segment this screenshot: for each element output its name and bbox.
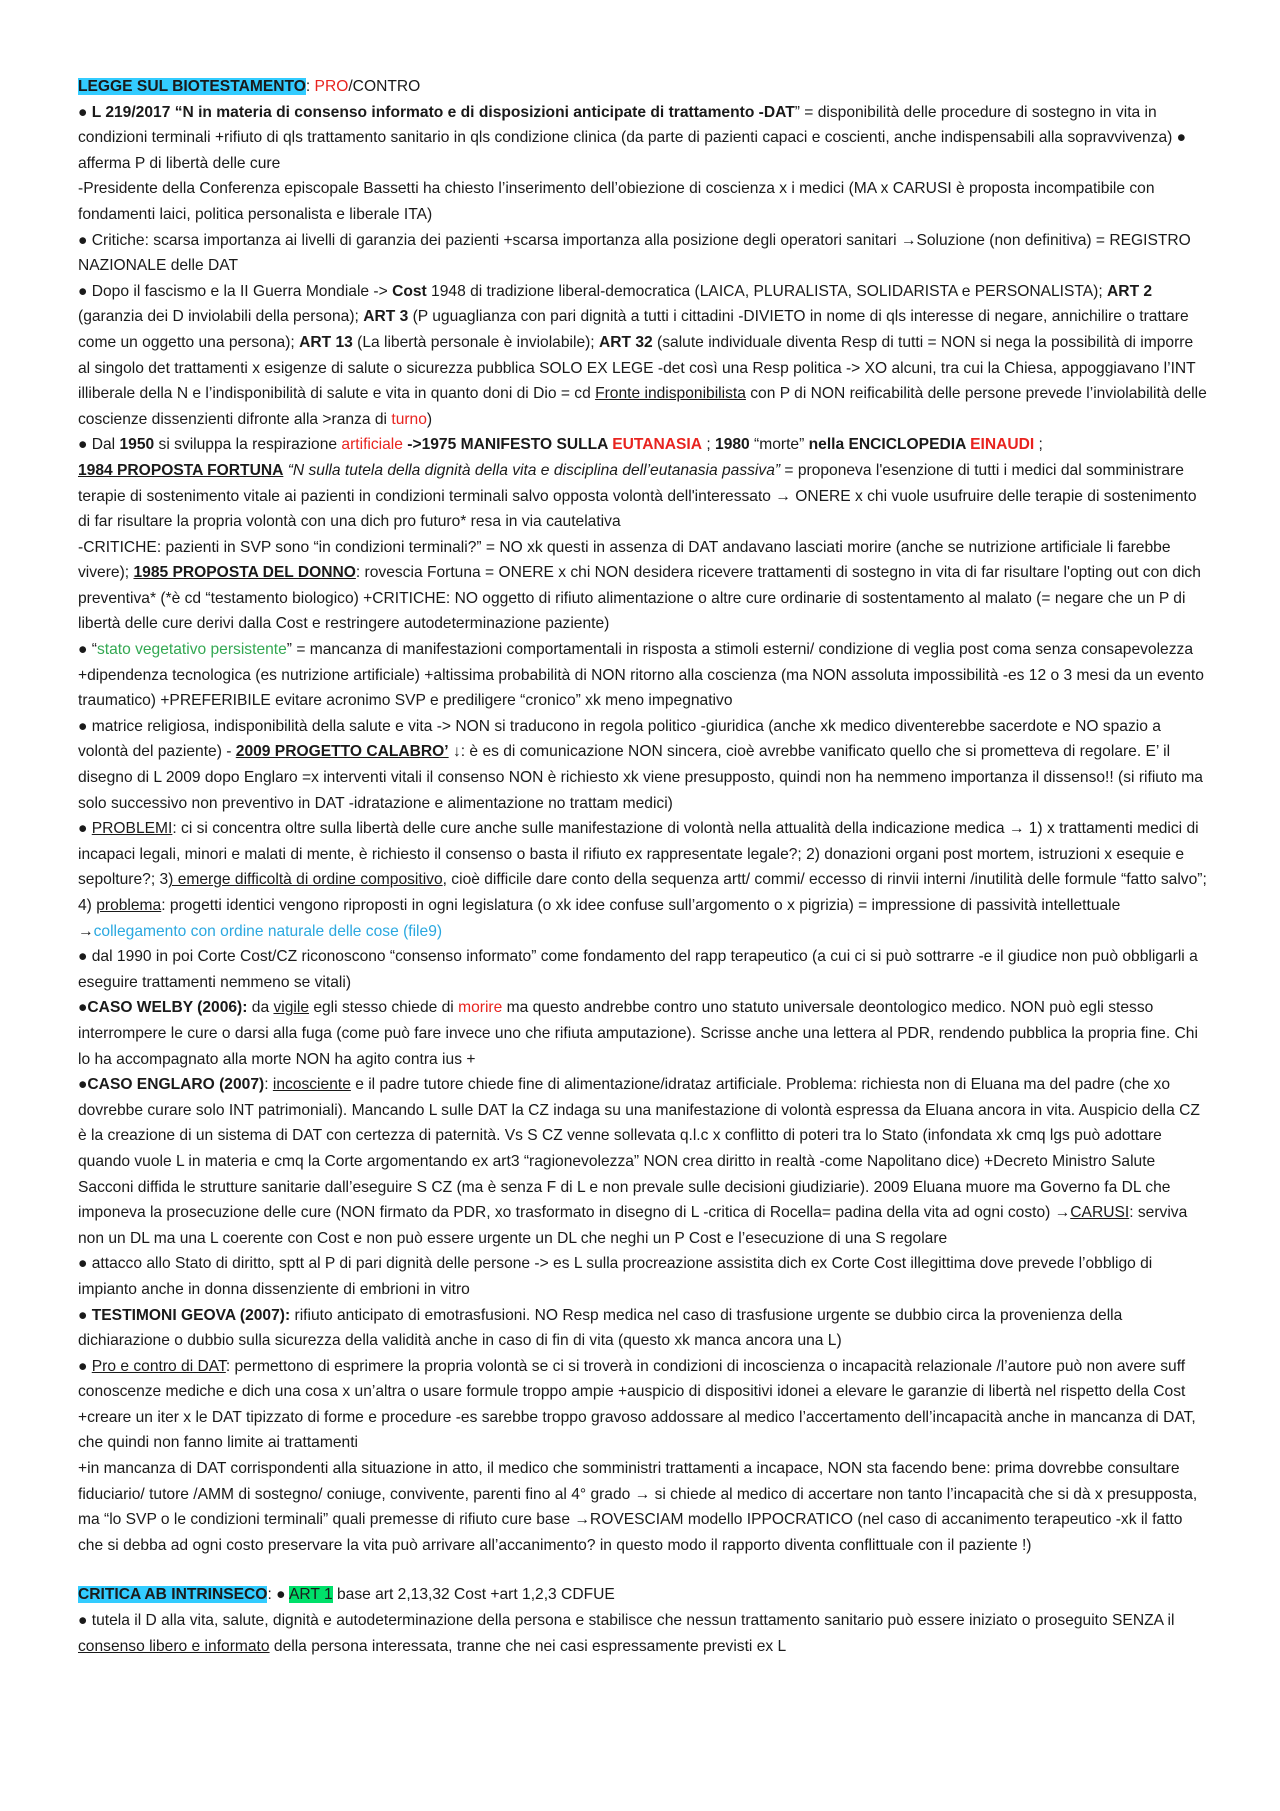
paragraph: ● dal 1990 in poi Corte Cost/CZ riconoscono “consenso informato” come fondamento del rapp terapeutico (a cui ci si può sottrarre -e il giudice non può obbligarli a eseguire trattamenti nemmeno se vitali) [78,948,1198,991]
paragraph: +in mancanza di DAT corrispondenti alla situazione in atto, il medico che somministri trattamenti a incapace, NON sta facendo bene: prima dovrebbe consultare fiduciario/ tutore /AMM di sostegno/ coniuge, convivente, parenti fino al 4° grado → si chiede al medico di accertare non tanto l’incapacità che si dà x presupposta, ma “lo SVP o le condizioni terminali” quali premesse di rifiuto cure base →ROVESCIAM modello IPPOCRATICO (nel caso di accanimento terapeutico -xk il fatto che si debba ad ogni costo preservare la vita può arrivare all’accanimento? in questo modo il rapporto diventa conflittuale con il paziente !) [78,1460,1198,1554]
paragraph: -CRITICHE: pazienti in SVP sono “in condizioni terminali?” = NO xk questi in assenza di DAT andavano lasciati morire (anche se nutrizione artificiale li farebbe vivere); 1985 PROPOSTA DEL DONNO: rovescia Fortuna = ONERE x chi NON desidera ricevere trattamenti di sostegno in vita di far risultare l'opting out con dich preventiva* (*è cd “testamento biologico) +CRITICHE: NO oggetto di rifiuto alimentazione o altre cure ordinarie di sostentamento al malato (= negare che un P di libertà delle cure derivi dalla Cost e restringere autodeterminazione paziente) [78,538,1201,633]
pro-label: PRO [314,78,349,95]
paragraph: ●CASO ENGLARO (2007): incosciente e il padre tutore chiede fine di alimentazione/idrataz artificiale. Problema: richiesta non di Eluana ma del padre (che xo dovrebbe curare solo INT patrimoniali). Mancando L sulle DAT la CZ indaga su una manifestazione di volontà espressa da Eluana ancora in vita. Auspicio della CZ è la creazione di un sistema di DAT con certezza di paternità. Vs S CZ venne sollevata q.l.c x conflitto di poteri tra lo Stato (infondata xk cmq lgs può adottare quando vuole L in materia e cmq la Corte argomentando ex art3 “ragionevolezza” NON crea diritto in realtà -come Napolitano dice) +Decreto Ministro Salute Sacconi diffida le strutture sanitarie dall’eseguire S CZ (ma è senza F di L e non prevale sulle decisioni giudiziarie). 2009 Eluana muore ma Governo fa DL che imponeva la prosecuzione delle cure (NON firmato da PDR, xo trasformato in disegno di L -critica di Rocella= padina della vita ad ogni costo) →CARUSI: serviva non un DL ma una L coerente con Cost e non può essere urgente un DL che neghi un P Cost e l’esecuzione di una S regolare [78,1076,1200,1247]
paragraph: ● TESTIMONI GEOVA (2007): rifiuto anticipato di emotrasfusioni. NO Resp medica nel caso di trasfusione urgente se dubbio circa la provenienza della dichiarazione o dubbio sulla sicurezza della validità anche in caso di fin di vita (questo xk manca ancora una L) [78,1306,1123,1350]
paragraph: ● PROBLEMI: ci si concentra oltre sulla libertà delle cure anche sulle manifestazione di volontà nella attualità della indicazione medica → 1) x trattamenti medici di incapaci legali, minori e malati di mente, è richiesto il consenso o basta il rifiuto ex rappresentate legale?; 2) donazioni organi post mortem, istruzioni x esequie e sepolture?; 3) emerge difficoltà di ordine compositivo, cioè difficile dare conto della sequenza artt/ commi/ eccesso di rinvii interni /inutilità delle formule “fatto salvo”; 4) problema: progetti identici vengono riproposti in ogni legislatura (o xk idee confuse sull’argomento o x pigrizia) = impressione di passività intellettuale →collegamento con ordine naturale delle cose (file9) [78,820,1207,940]
art-label: ART 1 [289,1586,333,1604]
paragraph: ● Dal 1950 si sviluppa la respirazione artificiale ->1975 MANIFESTO SULLA EUTANASIA ; 1980 “morte” nella ENCICLOPEDIA EINAUDI ; [78,436,1043,454]
paragraph: ● Dopo il fascismo e la II Guerra Mondiale -> Cost 1948 di tradizione liberal-democratica (LAICA, PLURALISTA, SOLIDARISTA e PERSONALISTA); ART 2 (garanzia dei D inviolabili della persona); ART 3 (P uguaglianza con pari dignità a tutti i cittadini -DIVIETO in nome di qls interesse di negare, annichilire o trattare come un oggetto una persona); ART 13 (La libertà personale è inviolabile); ART 32 (salute individuale diventa Resp di tutti = NON si nega la possibilità di imporre al singolo det trattamenti x esigenze di salute o sicurezza pubblica SOLO EX LEGE -det così una Resp politica -> XO alcuni, tra cui la Chiesa, appoggiavano l’INT illiberale della N e l’indisponibilità di salute e vita in quanto doni di Dio = cd Fronte indisponibilista con P di NON reificabilità delle persone prevede l’inviolabilità delle coscienze dissenzienti difronte alla >ranza di turno) [78,282,1207,428]
paragraph: ● matrice religiosa, indisponibilità della salute e vita -> NON si traducono in regola politico -giuridica (anche xk medico diventerebbe sacerdote e NO spazio a volontà del paziente) - 2009 PROGETTO CALABRO’ ↓: è es di comunicazione NON sincera, cioè avrebbe vanificato quello che si prometteva di regolare. E’ il disegno di L 2009 dopo Englaro =x interventi vitali il consenso NON è richiesto xk viene presupposto, quindi non ha nemmeno importanza il dissenso!! (si rifiuto ma solo successivo non preventivo in DAT -idratazione e alimentazione no trattam medici) [78,717,1203,812]
title-line: LEGGE SUL BIOTESTAMENTO: PRO/CONTRO [78,78,421,95]
paragraph: ●CASO WELBY (2006): da vigile egli stesso chiede di morire ma questo andrebbe contro uno statuto universale deontologico medico. NON può egli stesso interrompere le cure o darsi alla fuga (come può fare invece uno che rifiuta amputazione). Scrisse anche una lettera al PDR, rendendo pubblica la propria fine. Chi lo ha accompagnato alla morte NON ha agito contra ius + [78,999,1198,1068]
paragraph: ● “stato vegetativo persistente” = mancanza di manifestazioni comportamentali in risposta a stimoli esterni/ condizione di veglia post coma senza consapevolezza +dipendenza tecnologica (es nutrizione artificiale) +altissima probabilità di NON ritorno alla coscienza (ma NON assoluta impossibilità -es 12 o 3 mesi da un evento traumatico) +PREFERIBILE evitare acronimo SVP e prediligere “cronico” xk meno impegnativo [78,641,1204,710]
spacer [78,1558,1208,1582]
paragraph: ● Pro e contro di DAT: permettono di esprimere la propria volontà se ci si troverà in condizioni di incoscienza o incapacità relazionale /l’autore può non avere suff conoscenze mediche e dich una cosa x un’altra o usare formule troppo ampie +auspicio di dispositivi idonei a elevare le garanzie di libertà nel rispetto della Cost +creare un iter x le DAT tipizzato di forme e procedure -es sarebbe troppo gravoso addossare al medico l’accertamento dell’incapacità anche in mancanza di DAT, che quindi non fanno limite ai trattamenti [78,1357,1196,1452]
paragraph: ● tutela il D alla vita, salute, dignità e autodeterminazione della persona e stabilisce che nessun trattamento sanitario può essere iniziato o proseguito SENZA il consenso libero e informato della persona interessata, tranne che nei casi espressamente previsti ex L [78,1612,1175,1655]
paragraph: -Presidente della Conferenza episcopale Bassetti ha chiesto l’inserimento dell’obiezione di coscienza x i medici (MA x CARUSI è proposta incompatibile con fondamenti laici, politica personalista e liberale ITA) [78,180,1155,223]
section-heading: CRITICA AB INTRINSECO [78,1586,268,1604]
paragraph: ● attacco allo Stato di diritto, sptt al P di pari dignità delle persone -> es L sulla procreazione assistita dich ex Corte Cost illegittima dove prevede l’obbligo di impianto anche in donna dissenziente di embrioni in vitro [78,1255,1153,1298]
paragraph: ● L 219/2017 “N in materia di consenso informato e di disposizioni anticipate di trattamento -DAT” = disponibilità delle procedure di sostegno in vita in condizioni terminali +rifiuto di qls trattamento sanitario in qls condizione clinica (da parte di pazienti capaci e coscienti, anche indispensabili alla sopravvivenza) ● afferma P di libertà delle cure [78,103,1187,172]
section-title-line: CRITICA AB INTRINSECO: ● ART 1 base art 2,13,32 Cost +art 1,2,3 CDFUE [78,1586,615,1604]
section-heading: LEGGE SUL BIOTESTAMENTO [78,78,306,95]
paragraph: ● Critiche: scarsa importanza ai livelli di garanzia dei pazienti +scarsa importanza alla posizione degli operatori sanitari →Soluzione (non definitiva) = REGISTRO NAZIONALE delle DAT [78,231,1191,275]
document-page [78,74,1208,1659]
paragraph: 1984 PROPOSTA FORTUNA “N sulla tutela della dignità della vita e disciplina dell’eutanasia passiva” = proponeva l'esenzione di tutti i medici dal somministrare terapie di sostenimento vitale ai pazienti in condizioni terminali salvo opposta volontà dell'interessato → ONERE x chi vuole usufruire delle terapie di sostenimento di far risultare la propria volontà con una dich pro futuro* resa in via cautelativa [78,461,1197,531]
